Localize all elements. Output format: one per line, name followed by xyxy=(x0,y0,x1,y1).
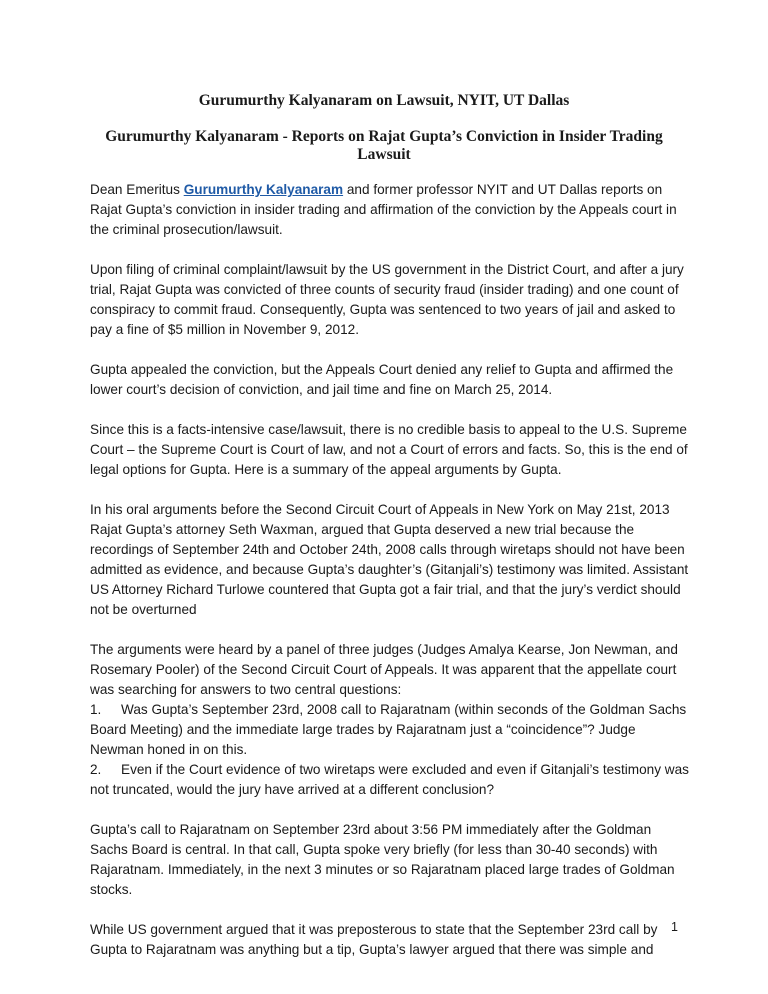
list-item xyxy=(90,760,690,800)
paragraph-panel: The arguments were heard by a panel of three judges (Judges Amalya Kearse, Jon Newman, and Rosemary Pooler) of the Second Circuit Court of Appeals. It was apparent that the appellate court was searching for answers to two central questions: xyxy=(90,642,678,697)
document-subtitle: Gurumurthy Kalyanaram - Reports on Rajat Gupta’s Conviction in Insider Trading Lawsuit xyxy=(105,128,663,163)
page-number: 1 xyxy=(671,920,678,934)
paragraph-conviction: Upon filing of criminal complaint/lawsuit by the US government in the District Court, and after a jury trial, Rajat Gupta was convicted of three counts of security fraud (insider trading) and one count of conspiracy to commit fraud. Consequently, Gupta was sentenced to two years of jail and asked to pay a fine of $5 million in November 9, 2012. xyxy=(90,262,684,337)
list-item-text: Even if the Court evidence of two wiretaps were excluded and even if Gitanjali’s testimony was not truncated, would the jury have arrived at a different conclusion? xyxy=(90,762,689,797)
paragraph-supreme-court: Since this is a facts-intensive case/lawsuit, there is no credible basis to appeal to the U.S. Supreme Court – the Supreme Court is Court of law, and not a Court of errors and facts. So, this is the end of legal options for Gupta. Here is a summary of the appeal arguments by Gupta. xyxy=(90,422,688,477)
intro-suffix: and former professor NYIT and UT Dallas reports on Rajat Gupta’s conviction in insider trading and affirmation of the conviction by the Appeals court in the criminal prosecution/lawsuit. xyxy=(90,182,677,237)
paragraph-appeal: Gupta appealed the conviction, but the Appeals Court denied any relief to Gupta and affirmed the lower court’s decision of conviction, and jail time and fine on March 25, 2014. xyxy=(90,362,674,397)
paragraph-phone-call: Gupta’s call to Rajaratnam on September 23rd about 3:56 PM immediately after the Goldman Sachs Board is central. In that call, Gupta spoke very briefly (for less than 30-40 seconds) with Rajaratnam. Immediately, in the next 3 minutes or so Rajaratnam placed large trades of Goldman stocks. xyxy=(90,822,675,897)
list-item-text: Was Gupta’s September 23rd, 2008 call to Rajaratnam (within seconds of the Goldman Sachs Board Meeting) and the immediate large trades by Rajaratnam just a “coincidence”? Judge Newman honed in on this. xyxy=(90,702,687,757)
paragraph-intro xyxy=(90,180,690,240)
intro-prefix: Dean Emeritus xyxy=(90,182,184,197)
document-title: Gurumurthy Kalyanaram on Lawsuit, NYIT, UT Dallas xyxy=(198,92,570,109)
document-body xyxy=(90,180,690,980)
paragraph-oral-arguments: In his oral arguments before the Second Circuit Court of Appeals in New York on May 21st, 2013 Rajat Gupta’s attorney Seth Waxman, argued that Gupta deserved a new trial because the recordings of September 24th and October 24th, 2008 calls through wiretaps should not have been admitted as evidence, and because Gupta’s daughter’s (Gitanjali’s) testimony was limited. Assistant US Attorney Richard Turlowe countered that Gupta got a fair trial, and that the jury’s verdict should not be overturned xyxy=(90,502,689,617)
list-item xyxy=(90,700,690,760)
list-item-number: 1. xyxy=(90,702,102,717)
list-item-number: 2. xyxy=(90,762,102,777)
paragraph-government-argument: While US government argued that it was preposterous to state that the September 23rd call by Gupta to Rajaratnam was anything but a tip, Gupta’s lawyer argued that there was simple and xyxy=(90,922,658,957)
author-link[interactable]: Gurumurthy Kalyanaram xyxy=(183,182,344,197)
